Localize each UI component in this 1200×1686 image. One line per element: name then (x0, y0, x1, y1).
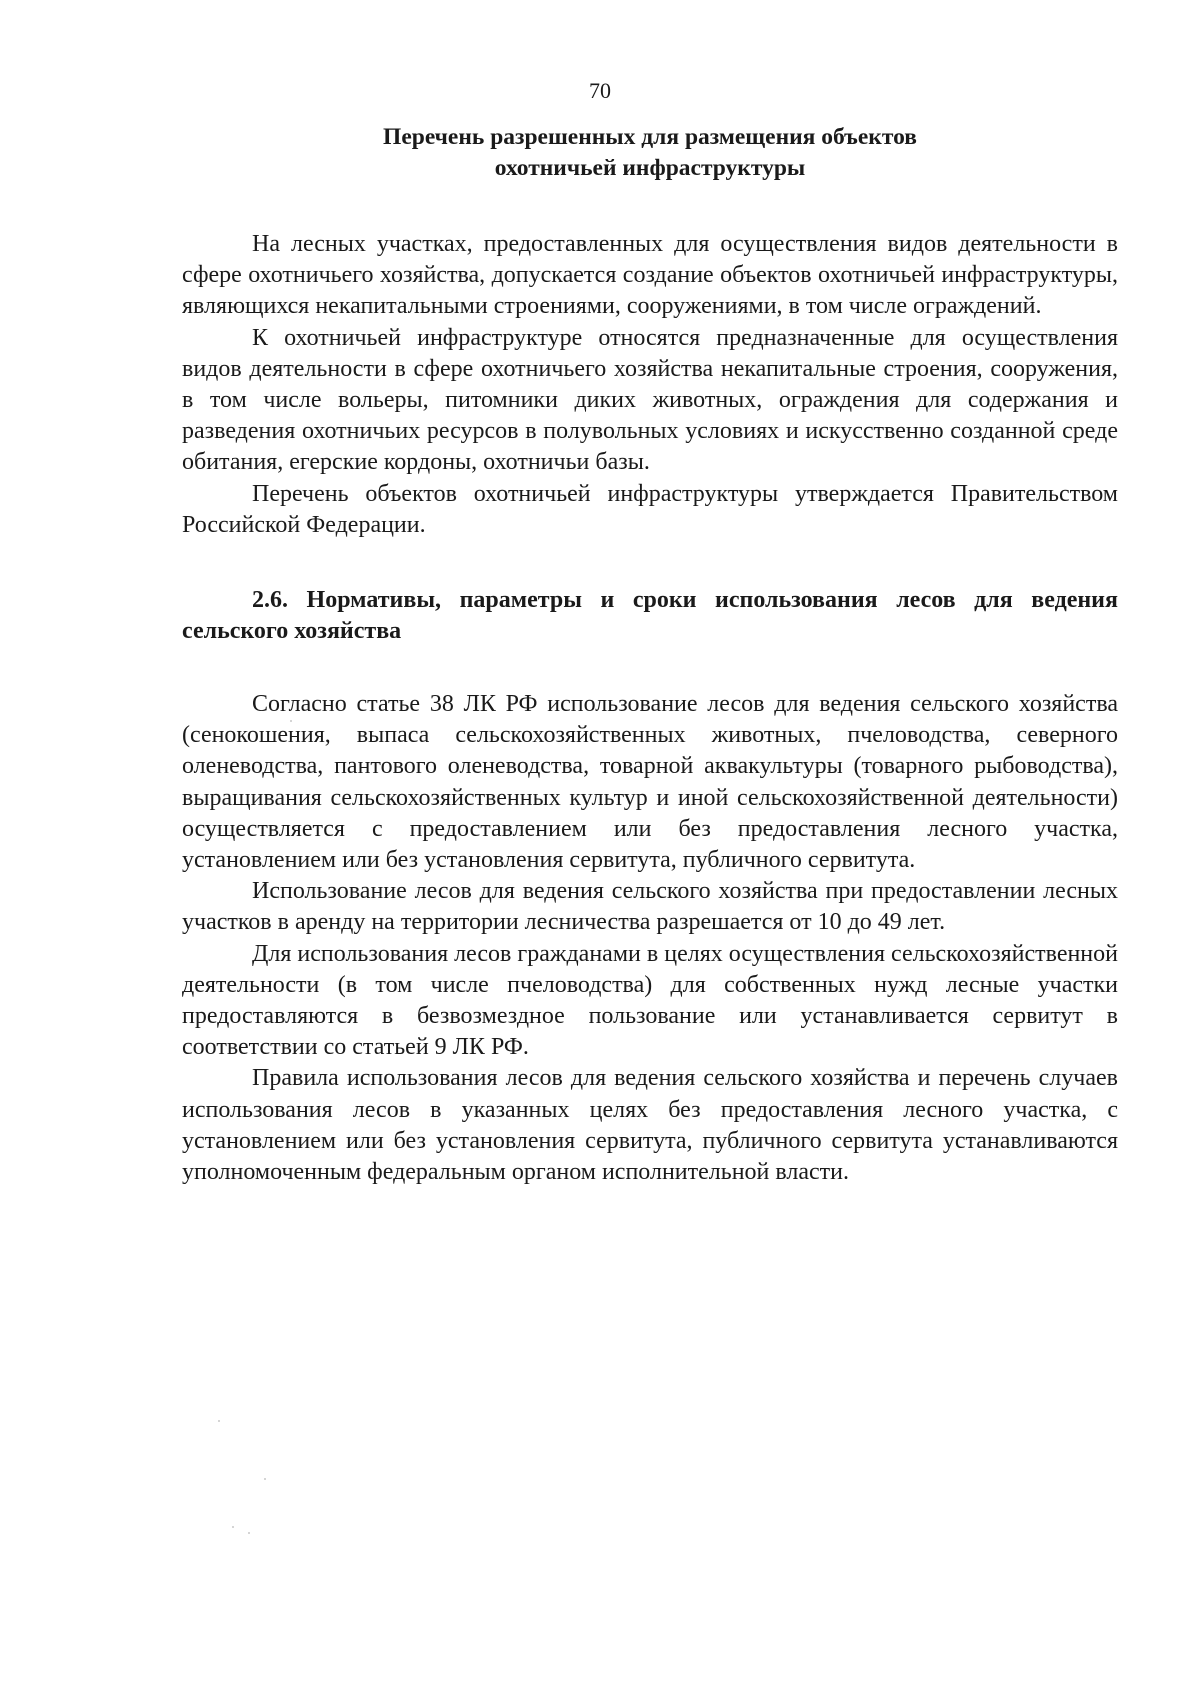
document-title (182, 122, 1118, 184)
title-line-1: Перечень разрешенных для размещения объектов (383, 124, 917, 150)
title-line-2: охотничьей инфраструктуры (494, 155, 806, 181)
section-heading: 2.6. Нормативы, параметры и сроки использования лесов для ведения сельского хозяйства (182, 587, 1118, 645)
paragraph: Перечень объектов охотничьей инфраструктуры утверждается Правительством Российской Федерации. (182, 480, 1118, 538)
scan-speck (290, 720, 292, 722)
scan-speck (248, 1532, 250, 1534)
paragraph: Для использования лесов гражданами в целях осуществления сельскохозяйственной деятельности (в том числе пчеловодства) для собственных нужд лесные участки предоставляются в безвозмездное пользование или устанавливается сервитут в соответствии со статьей 9 ЛК РФ. (182, 940, 1118, 1061)
paragraph: Согласно статье 38 ЛК РФ использование лесов для ведения сельского хозяйства (сенокошения, выпаса сельскохозяйственных животных, пчеловодства, северного оленеводства, пантового оленеводства, товарной аквакультуры (товарного рыбоводства), выращивания сельскохозяйственных культур и иной сельскохозяйственной деятельности) осуществляется с предоставлением или без предоставления лесного участка, установлением или без установления сервитута, публичного сервитута. (182, 691, 1118, 874)
scan-speck (264, 1478, 266, 1480)
paragraph: Использование лесов для ведения сельского хозяйства при предоставлении лесных участков в аренду на территории лесничества разрешается от 10 до 49 лет. (182, 878, 1118, 936)
scan-speck (232, 1526, 234, 1528)
paragraph: На лесных участках, предоставленных для осуществления видов деятельности в сфере охотничьего хозяйства, допускается создание объектов охотничьей инфраструктуры, являющихся некапитальными строениями, сооружениями, в том числе ограждений. (182, 231, 1118, 320)
page-content (182, 122, 1118, 1188)
page-number: 70 (589, 78, 611, 103)
paragraph: К охотничьей инфраструктуре относятся предназначенные для осуществления видов деятельности в сфере охотничьего хозяйства некапитальные строения, сооружения, в том числе вольеры, питомники диких животных, ограждения для содержания и разведения охотничьих ресурсов в полувольных условиях и искусственно созданной среде обитания, егерские кордоны, охотничьи базы. (182, 324, 1118, 476)
scan-speck (218, 1420, 220, 1422)
paragraph: Правила использования лесов для ведения сельского хозяйства и перечень случаев использования лесов в указанных целях без предоставления лесного участка, с установлением или без установления сервитута, публичного сервитута устанавливаются уполномоченным федеральным органом исполнительной власти. (182, 1065, 1118, 1186)
